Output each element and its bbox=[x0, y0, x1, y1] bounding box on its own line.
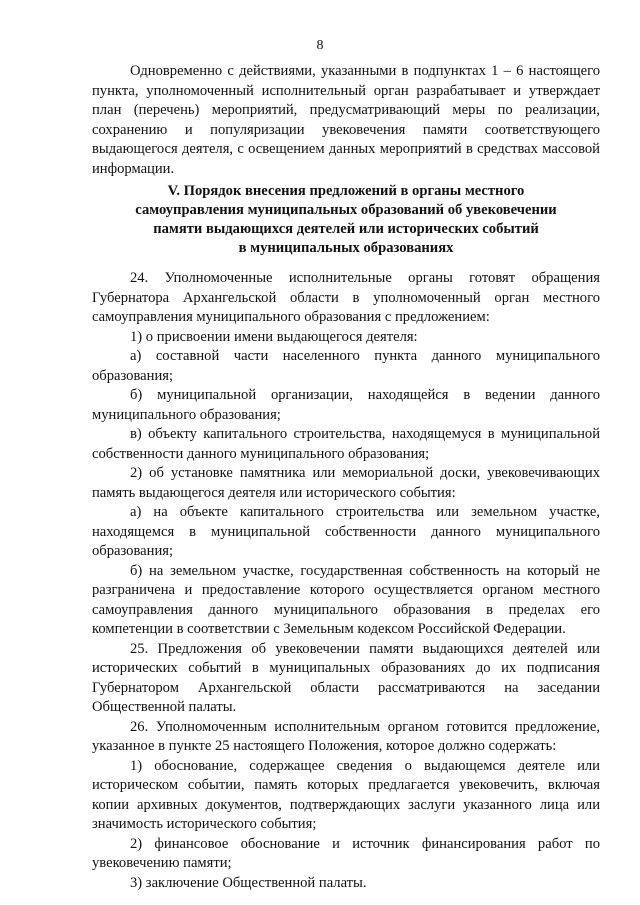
section-heading-line: памяти выдающихся деятелей или исторических событий bbox=[153, 221, 539, 237]
paragraph-25: 25. Предложения об увековечении памяти выдающихся деятелей или исторических событий в муниципальных образованиях до их подписания Губернатором Архангельской области рассматриваются на заседании Общественной палаты. bbox=[92, 640, 600, 715]
item-2a: а) на объекте капитального строительства или земельном участке, находящемся в муниципальной собственности данного муниципального образования; bbox=[92, 504, 600, 559]
item-1a: а) составной части населенного пункта данного муниципального образования; bbox=[92, 348, 600, 384]
item-2: 2) об установке памятника или мемориальной доски, увековечивающих память выдающегося деятеля или исторического события: bbox=[92, 465, 600, 501]
section-body bbox=[92, 269, 600, 893]
section-heading bbox=[92, 182, 600, 258]
section-heading-line: в муниципальных образованиях bbox=[238, 240, 454, 256]
item-2b: б) на земельном участке, государственная собственность на который не разграничена и предоставление которого осуществляется органом местного самоуправления данного муниципального образования в пределах его компетенции в соответствии с Земельным кодексом Российской Федерации. bbox=[92, 562, 600, 637]
section-heading-line: V. Порядок внесения предложений в органы местного bbox=[167, 183, 525, 199]
item-1: 1) о присвоении имени выдающегося деятеля: bbox=[130, 328, 418, 345]
section-heading-line: самоуправления муниципальных образований об увековечении bbox=[135, 202, 557, 218]
item-1b: б) муниципальной организации, находящейся в ведении данного муниципального образования; bbox=[92, 387, 600, 423]
requirement-1: 1) обоснование, содержащее сведения о выдающемся деятеле или историческом событии, память которых предлагается увековечить, включая копии архивных документов, подтверждающих заслуги указанного лица или значимость исторического события; bbox=[92, 757, 600, 832]
page-number: 8 bbox=[316, 38, 324, 53]
paragraph-24: 24. Уполномоченные исполнительные органы готовят обращения Губернатора Архангельской области в уполномоченный орган местного самоуправления муниципального образования с предложением: bbox=[92, 270, 600, 325]
intro-block bbox=[92, 62, 600, 179]
intro-paragraph: Одновременно с действиями, указанными в подпунктах 1 – 6 настоящего пункта, уполномоченный исполнительный орган разрабатывает и утверждает план (перечень) мероприятий, предусматривающий меры по реализации, сохранению и популяризации увековечения памяти соответствующего выдающегося деятеля, с освещением данных мероприятий в средствах массовой информации. bbox=[92, 63, 600, 177]
requirement-3: 3) заключение Общественной палаты. bbox=[130, 874, 367, 891]
paragraph-26: 26. Уполномоченным исполнительным органом готовится предложение, указанное в пункте 25 настоящего Положения, которое должно содержать: bbox=[92, 718, 600, 754]
requirement-2: 2) финансовое обоснование и источник финансирования работ по увековечению памяти; bbox=[92, 835, 600, 871]
item-1v: в) объекту капитального строительства, находящемуся в муниципальной собственности данного муниципального образования; bbox=[92, 426, 600, 462]
